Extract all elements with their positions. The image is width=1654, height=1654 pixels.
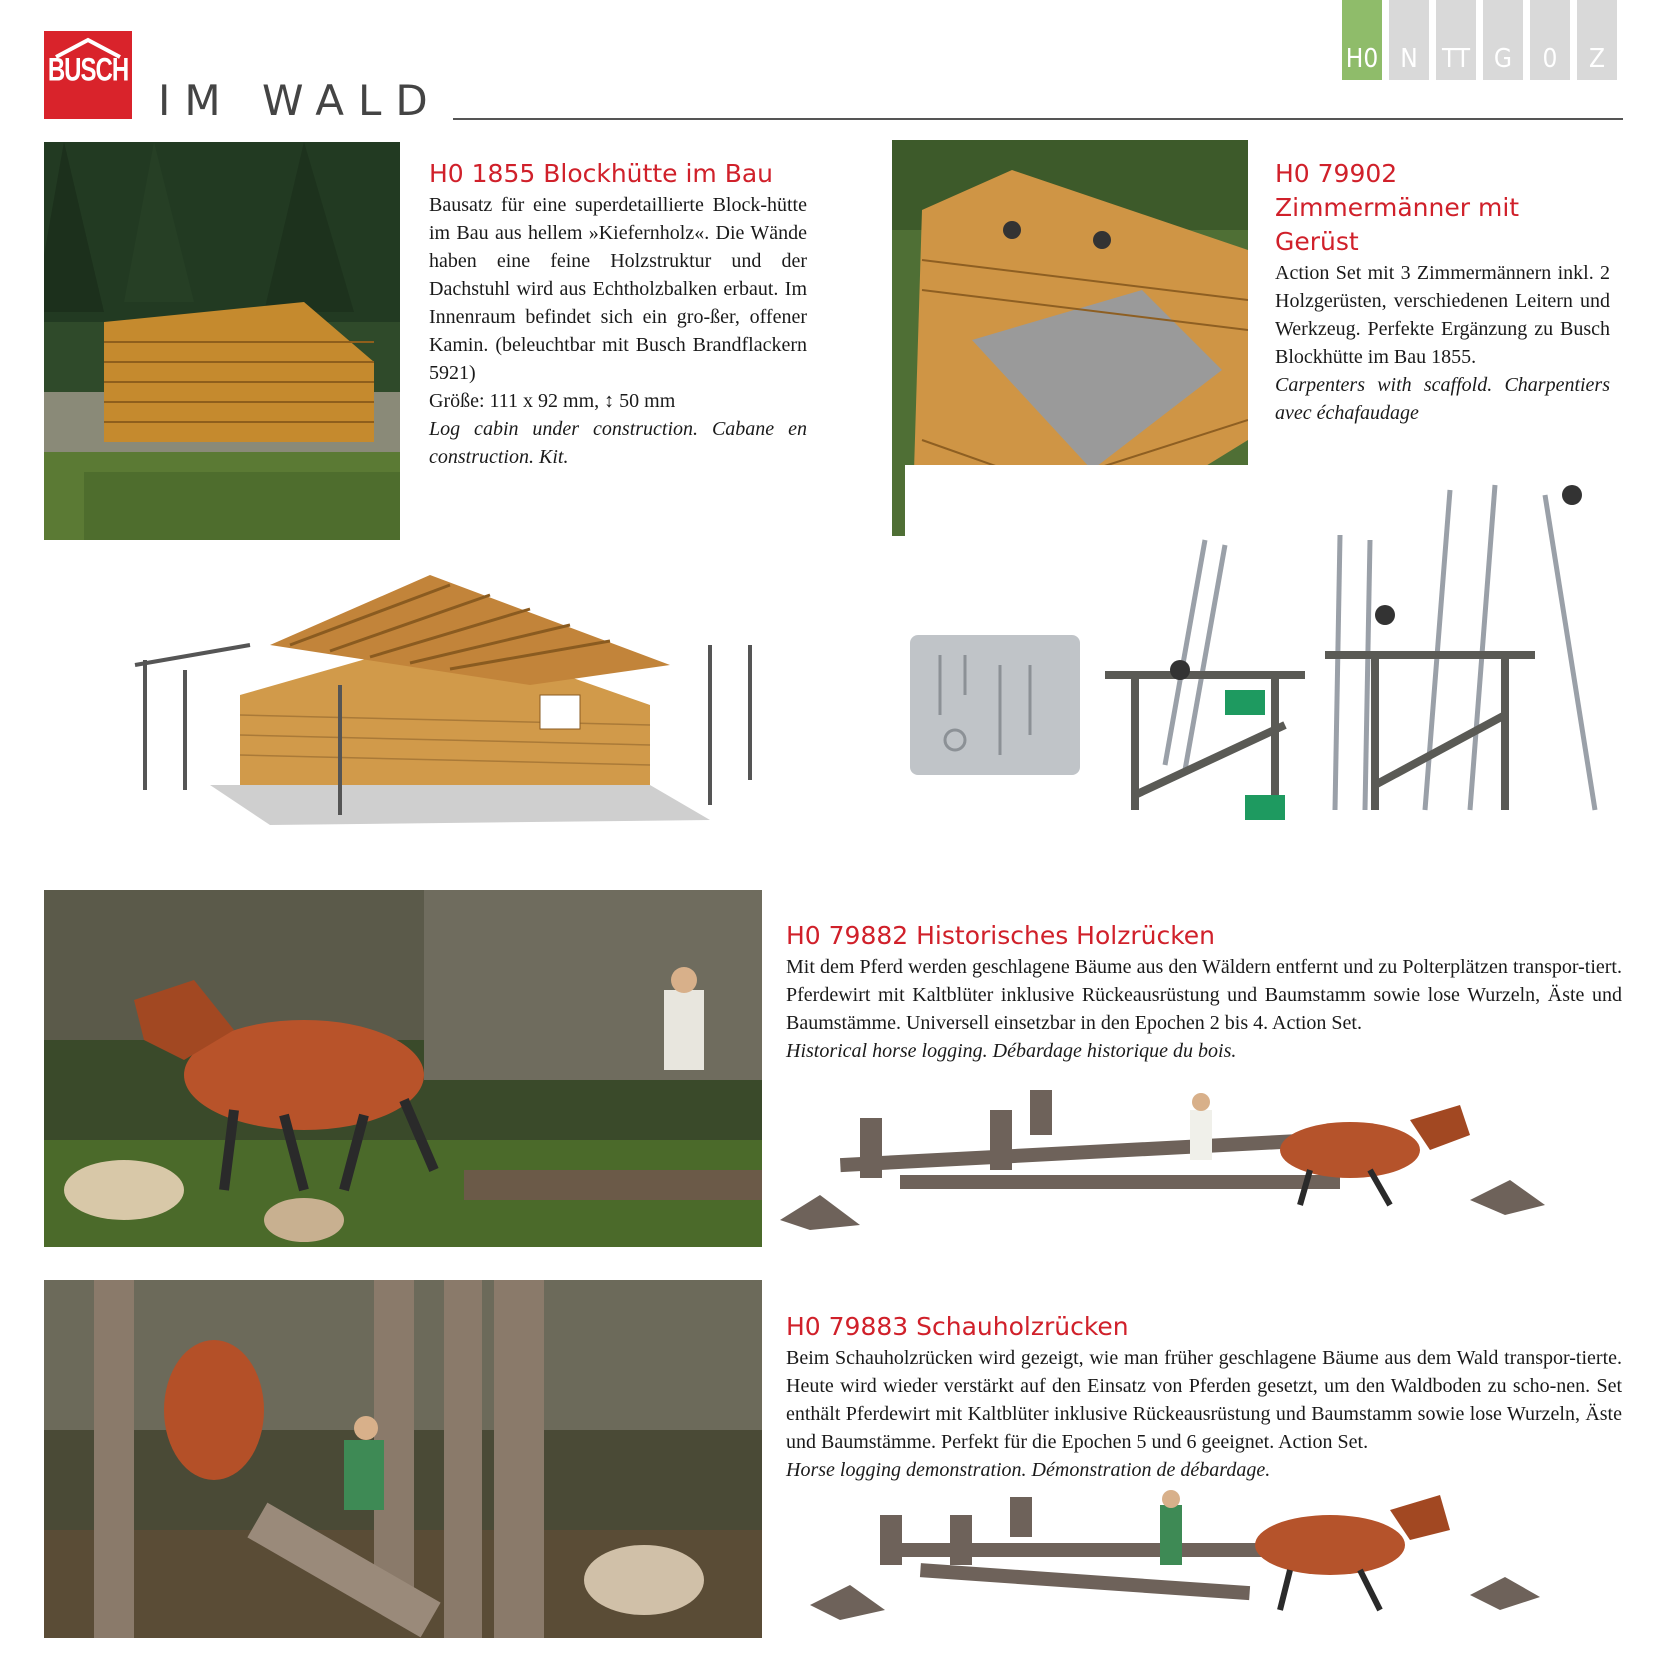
product-1855 [429,157,807,471]
scale-tabs [1342,0,1617,80]
scale-tab-z[interactable]: Z [1577,0,1617,80]
section-title: IM WALD [158,76,442,125]
product-description: Beim Schauholzrücken wird gezeigt, wie man früher geschlagene Bäume aus dem Wald transpor-tierte. Heute wird wieder verstärkt auf den Einsatz von Pferden gesetzt, um den Waldboden zu scho-nen. Set enthält Pferdewirt mit Kaltblüter inklusive Rückeausrüstung und Baumstamm sowie lose Wurzeln, Äste und Baumstämme. Perfekt für die Epochen 5 und 6 geeignet. Action Set. [786,1347,1622,1453]
photo-horse-logging-kit [770,1080,1560,1240]
scale-tab-h0[interactable]: H0 [1342,0,1382,80]
busch-logo [44,31,132,119]
scale-tab-0[interactable]: 0 [1530,0,1570,80]
product-title-name: Zimmermänner mit Gerüst [1275,193,1520,256]
product-translation: Horse logging demonstration. Démonstration de débardage. [786,1459,1271,1481]
scale-tab-tt[interactable]: TT [1436,0,1476,80]
product-size: Größe: 111 x 92 mm, ↕ 50 mm [429,390,676,412]
product-79883 [786,1310,1622,1484]
photo-horse-logging-diorama [44,890,762,1247]
photo-log-cabin-kit [90,575,800,835]
product-title: H0 1855 Blockhütte im Bau [429,159,774,188]
product-title-number: H0 79902 [1275,159,1398,188]
logo-text: BUSCH [47,52,129,89]
scale-tab-g[interactable]: G [1483,0,1523,80]
photo-horse-demonstration-kit [770,1485,1570,1645]
product-79882 [786,919,1622,1065]
product-79902 [1275,157,1610,427]
photo-horse-demonstration-diorama [44,1280,762,1638]
product-description: Mit dem Pferd werden geschlagene Bäume aus den Wäldern entfernt und zu Polterplätzen transpor-tiert. Pferdewirt mit Kaltblüter inklusive Rückeausrüstung und Baumstamm sowie lose Wurzeln, Äste und Baumstämme. Universell einsetzbar in den Epochen 2 bis 4. Action Set. [786,956,1622,1034]
product-translation: Carpenters with scaffold. Charpentiers avec échafaudage [1275,374,1610,424]
photo-log-cabin-diorama [44,142,400,540]
photo-carpenters-kit [905,465,1605,830]
product-title: H0 79883 Schauholzrücken [786,1312,1129,1341]
product-title: H0 79882 Historisches Holzrücken [786,921,1216,950]
header-divider [453,118,1623,120]
product-description: Bausatz für eine superdetaillierte Block-hütte im Bau aus hellem »Kiefernholz«. Die Wände haben eine feine Holzstruktur und der Dachstuhl wird aus Echtholzbalken erbaut. Im Innenraum befindet sich ein gro-ßer, offener Kamin. (beleuchtbar mit Busch Brandflackern 5921) [429,194,807,384]
product-translation: Historical horse logging. Débardage historique du bois. [786,1040,1237,1062]
product-translation: Log cabin under construction. Cabane en construction. Kit. [429,418,807,468]
scale-tab-n[interactable]: N [1389,0,1429,80]
product-description: Action Set mit 3 Zimmermännern inkl. 2 Holzgerüsten, verschiedenen Leitern und Werkzeug. Perfekte Ergänzung zu Busch Blockhütte im Bau 1855. [1275,262,1610,368]
